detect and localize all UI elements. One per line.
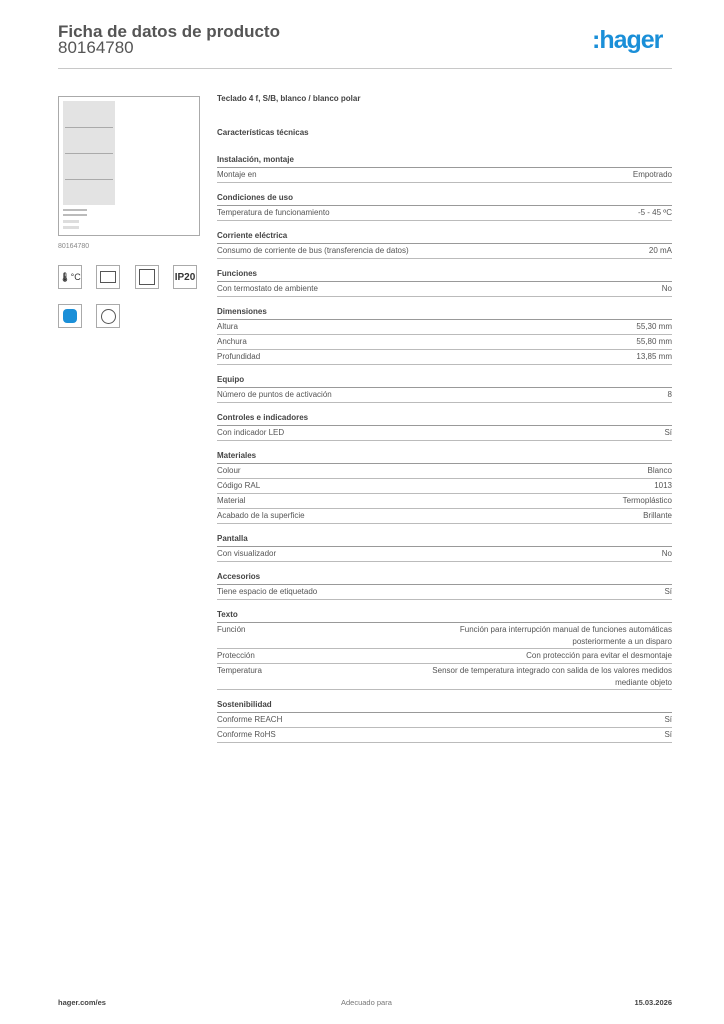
section-heading: Equipo (217, 375, 672, 388)
spec-value: Termoplástico (622, 496, 672, 505)
spec-section (217, 610, 672, 690)
product-description: Teclado 4 f, S/B, blanco / blanco polar (217, 94, 361, 103)
spec-value: 13,85 mm (636, 352, 672, 361)
spec-value: Blanco (647, 466, 672, 475)
spec-row (217, 649, 672, 664)
spec-value: -5 - 45 ºC (637, 208, 672, 217)
section-heading: Accesorios (217, 572, 672, 585)
spec-section (217, 269, 672, 297)
spec-label: Código RAL (217, 481, 261, 490)
spec-row (217, 350, 672, 365)
spec-label: Altura (217, 322, 238, 331)
spec-row (217, 168, 672, 183)
spec-row (217, 547, 672, 562)
spec-section (217, 375, 672, 403)
spec-label: Colour (217, 466, 241, 475)
spec-value: 8 (667, 390, 672, 399)
spec-row (217, 426, 672, 441)
section-heading: Sostenibilidad (217, 700, 672, 713)
spec-value: Sensor de temperatura integrado con salida de los valores medidos mediante objeto (432, 666, 672, 687)
spec-value: No (661, 284, 672, 293)
spec-row (217, 282, 672, 297)
footer-website[interactable]: hager.com/es (58, 998, 106, 1007)
product-image (58, 96, 200, 236)
ip20-icon: IP20 (173, 265, 197, 289)
spec-section (217, 451, 672, 524)
spec-label: Temperatura (217, 666, 262, 675)
spec-label: Material (217, 496, 246, 505)
spec-row (217, 664, 672, 690)
spec-row (217, 206, 672, 221)
spec-sections (217, 155, 672, 743)
spec-label: Profundidad (217, 352, 261, 361)
spec-label: Conforme RoHS (217, 730, 276, 739)
spec-label: Anchura (217, 337, 247, 346)
section-heading: Funciones (217, 269, 672, 282)
spec-row (217, 509, 672, 524)
footer-center: Adecuado para (341, 998, 392, 1007)
spec-row (217, 335, 672, 350)
image-line (63, 214, 87, 216)
footer-date: 15.03.2026 (634, 998, 672, 1007)
spec-value: Con protección para evitar el desmontaje (526, 651, 672, 660)
spec-label: Función (217, 625, 246, 634)
spec-section (217, 413, 672, 441)
temperature-icon: 🌡 °C (58, 265, 82, 289)
light-sensor-icon (135, 265, 159, 289)
hager-logo: :hager (592, 26, 663, 54)
spec-row (217, 388, 672, 403)
section-heading: Dimensiones (217, 307, 672, 320)
easy-configuration-icon (58, 304, 82, 328)
section-heading: Instalación, montaje (217, 155, 672, 168)
page-title: Ficha de datos de producto (58, 22, 280, 41)
image-caption: 80164780 (58, 243, 90, 250)
spec-value: Función para interrupción manual de funciones automáticas posteriormente a un disparo (459, 625, 672, 646)
spec-label: Tiene espacio de etiquetado (217, 587, 318, 596)
spec-section (217, 155, 672, 183)
spec-section (217, 193, 672, 221)
spec-value: 55,80 mm (636, 337, 672, 346)
spec-section (217, 231, 672, 259)
image-line (63, 220, 79, 223)
spec-label: Temperatura de funcionamiento (217, 208, 330, 217)
spec-row (217, 244, 672, 259)
connection-icon (96, 304, 120, 328)
spec-row (217, 320, 672, 335)
image-line (63, 226, 79, 229)
spec-value: Empotrado (632, 170, 672, 179)
spec-label: Acabado de la superficie (217, 511, 305, 520)
keypad-display-icon (96, 265, 120, 289)
spec-label: Montaje en (217, 170, 257, 179)
spec-value: Sí (664, 730, 672, 739)
spec-row (217, 585, 672, 600)
spec-label: Con visualizador (217, 549, 277, 558)
spec-row (217, 464, 672, 479)
spec-value: Brillante (643, 511, 672, 520)
spec-value: 55,30 mm (636, 322, 672, 331)
spec-section (217, 307, 672, 365)
spec-value: No (661, 549, 672, 558)
section-heading: Materiales (217, 451, 672, 464)
section-heading: Texto (217, 610, 672, 623)
spec-value: Sí (664, 587, 672, 596)
spec-panel (217, 94, 672, 753)
spec-label: Consumo de corriente de bus (transferencia de datos) (217, 246, 409, 255)
spec-label: Número de puntos de activación (217, 390, 332, 399)
section-heading: Controles e indicadores (217, 413, 672, 426)
spec-section (217, 534, 672, 562)
spec-row (217, 494, 672, 509)
product-code: 80164780 (58, 38, 134, 57)
spec-label: Con indicador LED (217, 428, 285, 437)
header-divider (58, 68, 672, 69)
section-heading: Pantalla (217, 534, 672, 547)
section-heading: Condiciones de uso (217, 193, 672, 206)
spec-section (217, 700, 672, 743)
spec-label: Conforme REACH (217, 715, 283, 724)
spec-row (217, 623, 672, 649)
spec-row (217, 479, 672, 494)
tech-heading: Características técnicas (217, 128, 309, 137)
keypad-illustration (63, 101, 115, 205)
spec-section (217, 572, 672, 600)
spec-value: Sí (664, 715, 672, 724)
spec-value: 20 mA (648, 246, 672, 255)
spec-label: Con termostato de ambiente (217, 284, 318, 293)
image-line (63, 209, 87, 211)
spec-value: Sí (664, 428, 672, 437)
spec-value: 1013 (654, 481, 672, 490)
spec-label: Protección (217, 651, 255, 660)
spec-row (217, 728, 672, 743)
section-heading: Corriente eléctrica (217, 231, 672, 244)
spec-row (217, 713, 672, 728)
